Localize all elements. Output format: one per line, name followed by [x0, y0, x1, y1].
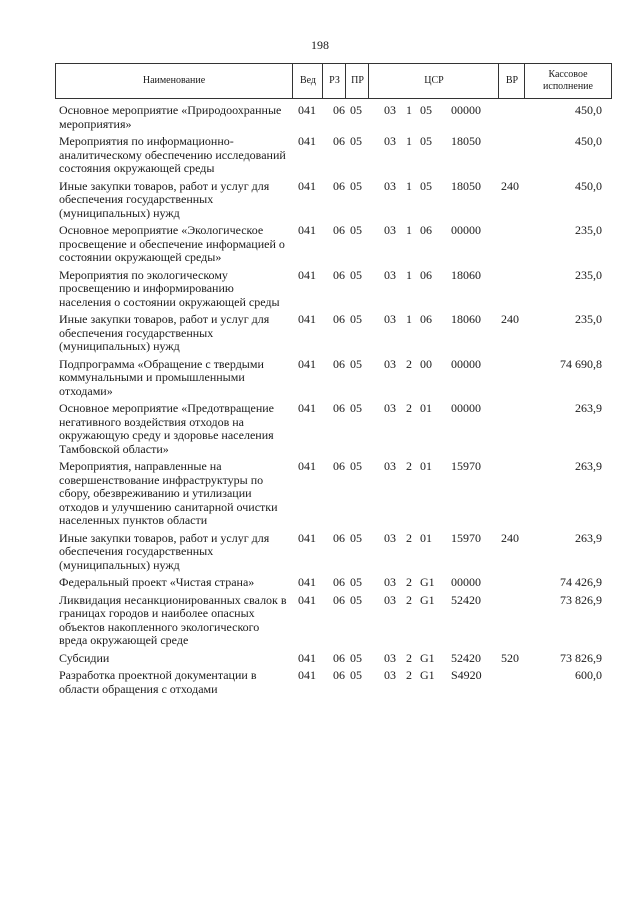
header-vr: ВР: [498, 64, 525, 98]
row-csr-activity: G1: [420, 575, 435, 589]
row-csr-subprogram: 2: [406, 668, 412, 682]
table-row: [55, 576, 612, 590]
row-csr-direction: 00000: [451, 223, 481, 237]
table-body: [55, 104, 612, 700]
row-csr-direction: 00000: [451, 356, 481, 371]
row-csr-program: 03: [384, 459, 396, 473]
row-csr-activity: 06: [420, 267, 432, 282]
row-csr-subprogram: 2: [406, 575, 412, 589]
row-vr: 520: [501, 650, 519, 665]
header-pr: ПР: [345, 64, 369, 98]
row-name: Федеральный проект «Чистая страна»: [59, 575, 255, 589]
row-name: Мероприятия, направленные на совершенствование инфраструктуры по сбору, обезвреживанию и утилизации отходов и улучшению санитарной очистки населенных пунктов области: [59, 459, 278, 527]
row-ved: 041: [298, 592, 316, 607]
row-ved: 041: [298, 668, 316, 682]
row-rz: 06: [333, 668, 345, 682]
header-csr: ЦСР: [368, 64, 499, 98]
row-csr-program: 03: [384, 668, 396, 682]
row-csr-subprogram: 1: [406, 267, 412, 282]
row-rz: 06: [333, 575, 345, 589]
row-sum: 263,9: [575, 459, 602, 473]
row-csr-activity: G1: [420, 668, 435, 682]
row-csr-subprogram: 2: [406, 592, 412, 607]
header-name: Наименование: [142, 75, 206, 86]
row-csr-subprogram: 2: [406, 459, 412, 473]
row-ved: 041: [298, 223, 316, 237]
table-row: [55, 402, 612, 456]
row-rz: 06: [333, 592, 345, 607]
row-csr-subprogram: 2: [406, 530, 412, 545]
row-pr: 05: [350, 134, 362, 148]
row-rz: 06: [333, 356, 345, 371]
row-name: Основное мероприятие «Природоохранные мероприятия»: [59, 103, 282, 131]
row-pr: 05: [350, 223, 362, 237]
table-row: [55, 180, 612, 221]
row-ved: 041: [298, 459, 316, 473]
row-csr-direction: S4920: [451, 668, 482, 682]
row-csr-direction: 18050: [451, 178, 481, 193]
row-sum: 263,9: [575, 401, 602, 415]
row-rz: 06: [333, 134, 345, 148]
row-csr-subprogram: 2: [406, 650, 412, 665]
row-csr-program: 03: [384, 103, 396, 117]
row-name: Иные закупки товаров, работ и услуг для обеспечения государственных (муниципальных) нужд: [59, 312, 270, 353]
row-name: Разработка проектной документации в области обращения с отходами: [59, 668, 257, 696]
row-sum: 450,0: [575, 178, 602, 193]
row-csr-activity: 05: [420, 134, 432, 148]
row-csr-subprogram: 1: [406, 223, 412, 237]
row-csr-direction: 18060: [451, 312, 481, 326]
row-csr-activity: 00: [420, 356, 432, 371]
row-ved: 041: [298, 530, 316, 545]
row-rz: 06: [333, 401, 345, 415]
row-csr-program: 03: [384, 356, 396, 371]
row-csr-direction: 52420: [451, 650, 481, 665]
row-csr-program: 03: [384, 530, 396, 545]
row-name: Мероприятия по информационно-аналитическому обеспечению исследований состояния окружающей среды: [59, 134, 286, 175]
table-row: [55, 224, 612, 265]
row-csr-program: 03: [384, 134, 396, 148]
row-csr-activity: G1: [420, 592, 435, 607]
table-row: [55, 104, 612, 131]
row-sum: 74 690,8: [560, 356, 602, 371]
row-csr-activity: 01: [420, 530, 432, 545]
header-ved: Вед: [292, 64, 323, 98]
row-ved: 041: [298, 103, 316, 117]
row-csr-direction: 52420: [451, 592, 481, 607]
row-csr-direction: 15970: [451, 459, 481, 473]
row-csr-program: 03: [384, 178, 396, 193]
row-csr-activity: 01: [420, 459, 432, 473]
row-csr-activity: 01: [420, 401, 432, 415]
table-row: [55, 269, 612, 310]
row-csr-activity: 06: [420, 312, 432, 326]
row-csr-program: 03: [384, 267, 396, 282]
row-vr: 240: [501, 312, 519, 326]
table-row: [55, 135, 612, 176]
row-sum: 235,0: [575, 267, 602, 282]
row-name: Ликвидация несанкционированных свалок в границах городов и наиболее опасных объектов накопленного экологического вреда окружающей среде: [59, 592, 287, 647]
row-ved: 041: [298, 267, 316, 282]
row-csr-activity: 06: [420, 223, 432, 237]
header-rz: РЗ: [322, 64, 346, 98]
row-ved: 041: [298, 650, 316, 665]
row-csr-direction: 00000: [451, 401, 481, 415]
row-csr-program: 03: [384, 312, 396, 326]
row-ved: 041: [298, 178, 316, 193]
row-csr-program: 03: [384, 592, 396, 607]
row-csr-direction: 15970: [451, 530, 481, 545]
table-row: [55, 594, 612, 648]
row-vr: 240: [501, 530, 519, 545]
row-csr-activity: 05: [420, 178, 432, 193]
row-rz: 06: [333, 459, 345, 473]
row-pr: 05: [350, 575, 362, 589]
row-csr-direction: 18050: [451, 134, 481, 148]
row-sum: 73 826,9: [560, 650, 602, 665]
row-pr: 05: [350, 530, 362, 545]
row-rz: 06: [333, 650, 345, 665]
row-csr-activity: G1: [420, 650, 435, 665]
row-csr-activity: 05: [420, 103, 432, 117]
row-name: Иные закупки товаров, работ и услуг для обеспечения государственных (муниципальных) нужд: [59, 178, 270, 220]
row-pr: 05: [350, 356, 362, 371]
row-sum: 235,0: [575, 312, 602, 326]
row-csr-subprogram: 1: [406, 134, 412, 148]
row-name: Основное мероприятие «Экологическое просвещение и обеспечение информацией о состоянии окружающей среды»: [59, 223, 285, 264]
table-row: [55, 460, 612, 528]
row-sum: 600,0: [575, 668, 602, 682]
row-name: Мероприятия по экологическому просвещению и информированию населения о состоянии окружающей среды: [59, 267, 280, 309]
row-ved: 041: [298, 134, 316, 148]
row-pr: 05: [350, 178, 362, 193]
table-row: [55, 313, 612, 354]
row-csr-direction: 00000: [451, 575, 481, 589]
row-sum: 74 426,9: [560, 575, 602, 589]
row-pr: 05: [350, 668, 362, 682]
row-ved: 041: [298, 401, 316, 415]
header-sum: Кассовое исполнение: [524, 64, 611, 98]
row-vr: 240: [501, 178, 519, 193]
row-csr-subprogram: 2: [406, 356, 412, 371]
row-csr-subprogram: 2: [406, 401, 412, 415]
row-name: Основное мероприятие «Предотвращение негативного воздействия отходов на окружающую среду и здоровье населения Тамбовской области»: [59, 401, 275, 456]
row-pr: 05: [350, 103, 362, 117]
table-header: [55, 63, 612, 99]
table-row: [55, 652, 612, 666]
row-csr-program: 03: [384, 223, 396, 237]
row-rz: 06: [333, 223, 345, 237]
row-csr-direction: 00000: [451, 103, 481, 117]
row-pr: 05: [350, 459, 362, 473]
row-ved: 041: [298, 575, 316, 589]
row-csr-direction: 18060: [451, 267, 481, 282]
table-row: [55, 532, 612, 573]
row-pr: 05: [350, 312, 362, 326]
row-csr-subprogram: 1: [406, 312, 412, 326]
row-rz: 06: [333, 178, 345, 193]
row-sum: 73 826,9: [560, 592, 602, 607]
row-csr-program: 03: [384, 401, 396, 415]
row-rz: 06: [333, 103, 345, 117]
table-row: [55, 669, 612, 696]
row-rz: 06: [333, 312, 345, 326]
row-rz: 06: [333, 530, 345, 545]
row-pr: 05: [350, 401, 362, 415]
row-csr-subprogram: 1: [406, 103, 412, 117]
row-ved: 041: [298, 356, 316, 371]
row-sum: 450,0: [575, 134, 602, 148]
row-ved: 041: [298, 312, 316, 326]
row-sum: 450,0: [575, 103, 602, 117]
row-csr-program: 03: [384, 650, 396, 665]
row-sum: 263,9: [575, 530, 602, 545]
row-name: Иные закупки товаров, работ и услуг для обеспечения государственных (муниципальных) нужд: [59, 530, 270, 572]
row-pr: 05: [350, 650, 362, 665]
row-rz: 06: [333, 267, 345, 282]
row-sum: 235,0: [575, 223, 602, 237]
page-number: 198: [311, 38, 329, 52]
row-name: Субсидии: [59, 650, 110, 665]
row-name: Подпрограмма «Обращение с твердыми коммунальными и промышленными отходами»: [59, 356, 264, 398]
row-pr: 05: [350, 267, 362, 282]
row-csr-program: 03: [384, 575, 396, 589]
table-row: [55, 358, 612, 399]
row-pr: 05: [350, 592, 362, 607]
row-csr-subprogram: 1: [406, 178, 412, 193]
